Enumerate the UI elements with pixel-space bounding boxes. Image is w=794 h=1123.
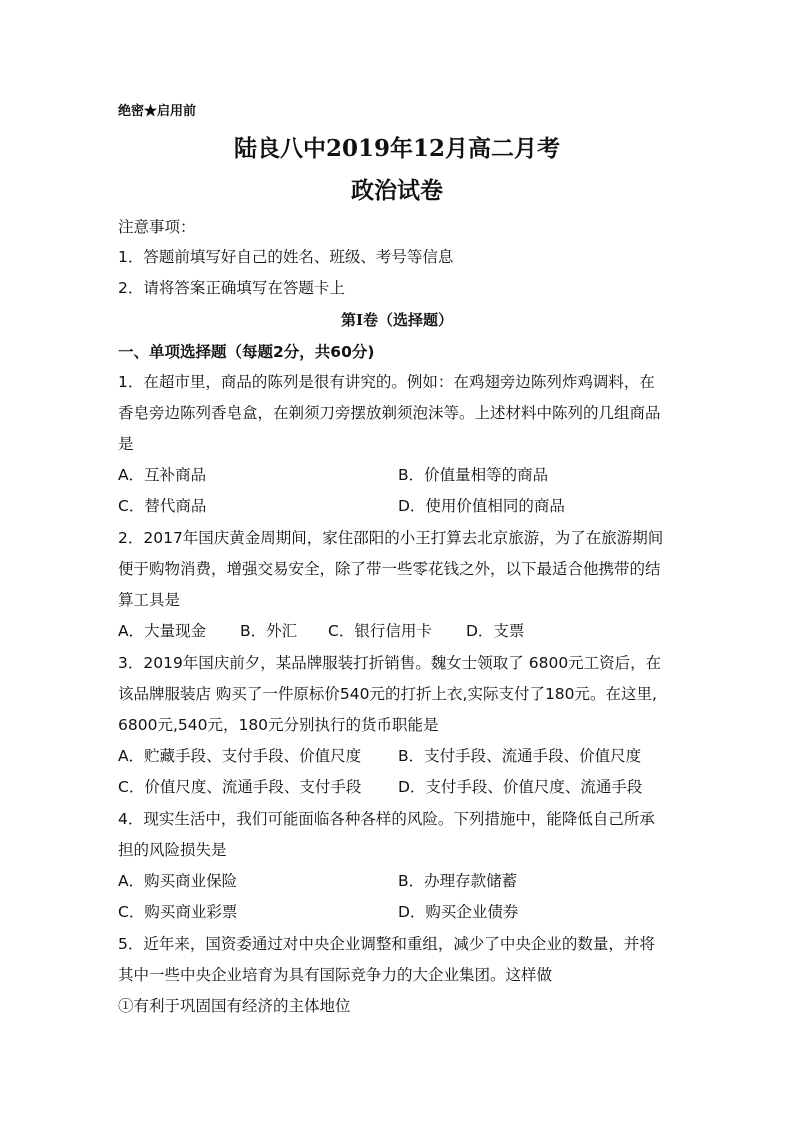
section-title: 一、单项选择题（每题2分，共60分) — [118, 343, 375, 361]
option-d: D．支付手段、价值尺度、流通手段 — [398, 778, 643, 796]
option-a: A．贮藏手段、支付手段、价值尺度 — [118, 747, 362, 765]
option-a: A．大量现金 — [118, 622, 207, 640]
question-stem-line: 2．2017年国庆黄金周期间，家住邵阳的小王打算去北京旅游，为了在旅游期间 — [118, 529, 664, 547]
question-stem-line: 6800元,540元，180元分别执行的货币职能是 — [118, 716, 439, 734]
option-c: C．替代商品 — [118, 497, 207, 515]
option-c: C．购买商业彩票 — [118, 903, 238, 921]
question-stem-line: 3．2019年国庆前夕，某品牌服装打折销售。魏女士领取了 6800元工资后，在 — [118, 654, 662, 672]
question-stem-line: 香皂旁边陈列香皂盒，在剃须刀旁摆放剃须泡沫等。上述材料中陈列的几组商品 — [118, 404, 661, 422]
notes-item: 1．答题前填写好自己的姓名、班级、考号等信息 — [118, 248, 454, 266]
option-a: A．互补商品 — [118, 466, 207, 484]
subject-title: 政治试卷 — [351, 177, 443, 204]
notes-heading: 注意事项： — [118, 218, 196, 236]
question-stem-line: 该品牌服装店 购买了一件原标价540元的打折上衣,实际支付了180元。在这里, — [118, 685, 657, 703]
notes-item: 2．请将答案正确填写在答题卡上 — [118, 279, 345, 297]
question-stem-line: 1．在超市里，商品的陈列是很有讲究的。例如：在鸡翅旁边陈列炸鸡调料，在 — [118, 373, 655, 391]
question-stem-line: 5．近年来，国资委通过对中央企业调整和重组，减少了中央企业的数量，并将 — [118, 935, 655, 953]
question-stem-line: 便于购物消费，增强交易安全，除了带一些零花钱之外，以下最适合他携带的结 — [118, 560, 661, 578]
question-stem-line: 其中一些中央企业培育为具有国际竞争力的大企业集团。这样做 — [118, 966, 553, 984]
option-d: D．使用价值相同的商品 — [398, 497, 565, 515]
option-b: B．办理存款储蓄 — [398, 872, 518, 890]
question-stem-line: 算工具是 — [118, 591, 181, 609]
volume-title: 第I卷（选择题） — [340, 311, 454, 329]
question-stem-line: 4．现实生活中，我们可能面临各种各样的风险。下列措施中，能降低自己所承 — [118, 810, 655, 828]
option-d: D．购买企业债券 — [398, 903, 519, 921]
question-sub-item: ①有利于巩固国有经济的主体地位 — [118, 997, 351, 1015]
option-b: B．外汇 — [240, 622, 298, 640]
option-b: B．价值量相等的商品 — [398, 466, 549, 484]
exam-title: 陆良八中2019年12月高二月考 — [233, 135, 561, 162]
option-b: B．支付手段、流通手段、价值尺度 — [398, 747, 642, 765]
secret-label: 绝密★启用前 — [118, 104, 197, 119]
option-a: A．购买商业保险 — [118, 872, 238, 890]
question-stem-line: 是 — [118, 435, 134, 453]
option-d: D．支票 — [466, 622, 525, 640]
option-c: C．价值尺度、流通手段、支付手段 — [118, 778, 362, 796]
option-c: C．银行信用卡 — [328, 622, 432, 640]
question-stem-line: 担的风险损失是 — [118, 841, 227, 859]
